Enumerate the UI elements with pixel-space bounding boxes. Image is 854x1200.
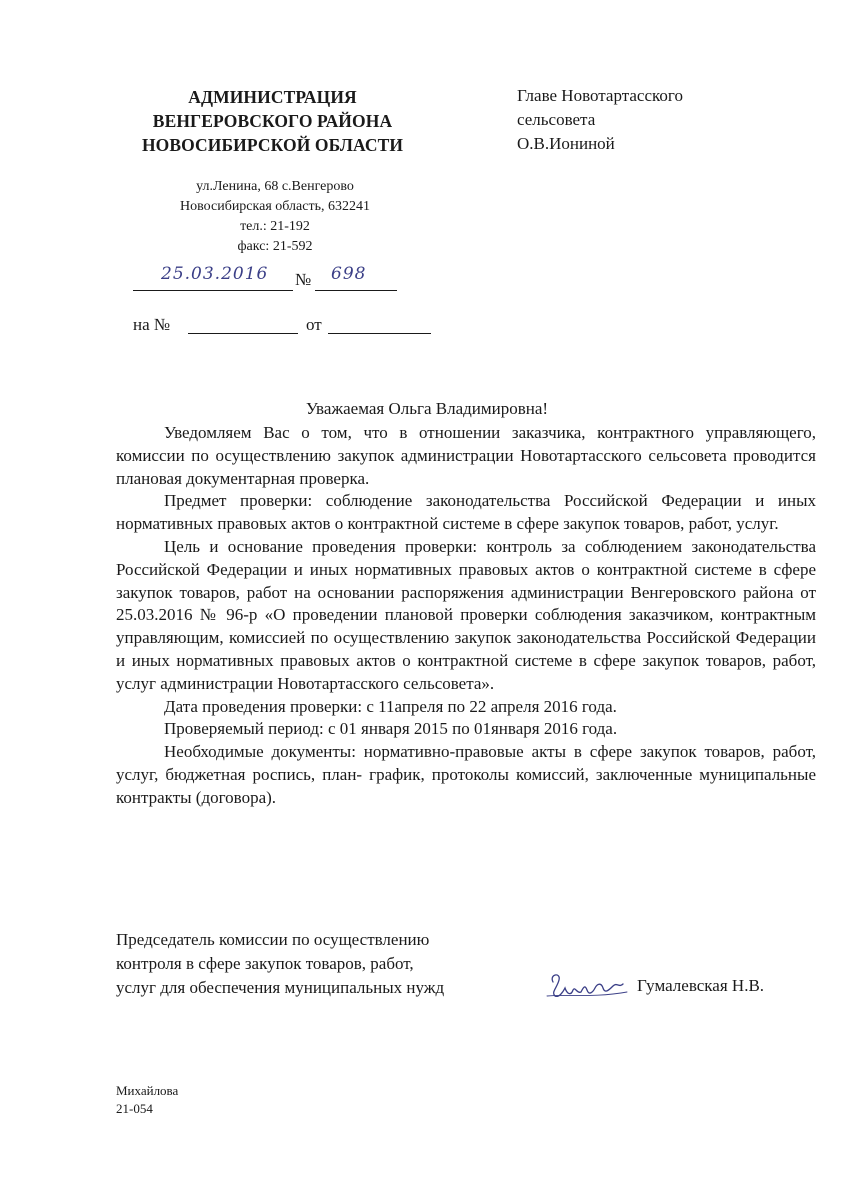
date-underline: [133, 290, 293, 291]
paragraph-notice: Уведомляем Вас о том, что в отношении заказчика, контрактного управляющего, комиссии по осуществлению закупок администрации Новотартасского сельсовета проводится плановая документарная проверка.: [116, 423, 816, 488]
address-line: ул.Ленина, 68 с.Венгерово: [196, 179, 354, 194]
handwritten-signature: [545, 968, 630, 1008]
outgoing-reference: [133, 264, 403, 296]
recipient-block: [517, 84, 683, 156]
number-label: №: [295, 270, 312, 289]
phone-line: тел.: 21-192: [240, 219, 310, 234]
position-line: услуг для обеспечения муниципальных нужд: [116, 978, 445, 997]
recipient-line: сельсовета: [517, 110, 596, 129]
handwritten-date: 25.03.2016: [161, 264, 269, 284]
handwritten-number: 698: [331, 264, 367, 284]
paragraph-subject: Предмет проверки: соблюдение законодательства Российской Федерации и иных нормативных правовых актов о контрактной системе в сфере закупок товаров, работ, услуг.: [116, 491, 816, 534]
incoming-date-label: от: [306, 315, 322, 334]
executor-phone: 21-054: [116, 1101, 153, 1116]
fax-line: факс: 21-592: [237, 239, 313, 254]
address-line: Новосибирская область, 632241: [180, 199, 370, 214]
position-line: контроля в сфере закупок товаров, работ,: [116, 954, 414, 973]
incoming-number-label: на №: [133, 315, 171, 334]
number-underline: [315, 290, 397, 291]
letter-body: [116, 422, 816, 810]
salutation: Уважаемая Ольга Владимировна!: [305, 399, 549, 418]
recipient-line: Главе Новотартасского: [517, 86, 683, 105]
incoming-reference: [133, 315, 443, 341]
executor-name: Михайлова: [116, 1083, 179, 1098]
recipient-line: О.В.Иониной: [517, 134, 615, 153]
paragraph-dates: Дата проведения проверки: с 11апреля по 22 апреля 2016 года.: [164, 696, 617, 716]
org-line: ВЕНГЕРОВСКОГО РАЙОНА: [152, 111, 393, 131]
executor-info: [116, 1082, 178, 1118]
incoming-date-blank: [328, 333, 431, 334]
organization-name: [100, 85, 445, 157]
paragraph-period: Проверяемый период: с 01 января 2015 по 01января 2016 года.: [164, 719, 618, 739]
organization-address: [150, 177, 400, 257]
org-line: НОВОСИБИРСКОЙ ОБЛАСТИ: [141, 135, 404, 155]
org-line: АДМИНИСТРАЦИЯ: [188, 87, 357, 107]
incoming-number-blank: [188, 333, 298, 334]
position-line: Председатель комиссии по осуществлению: [116, 930, 430, 949]
paragraph-documents: Необходимые документы: нормативно-правовые акты в сфере закупок товаров, работ, услуг, бюджетная роспись, план- график, протоколы комиссий, заключенные муниципальные контракты (договора).: [116, 742, 816, 807]
signer-name: Гумалевская Н.В.: [637, 976, 765, 995]
paragraph-purpose: Цель и основание проведения проверки: контроль за соблюдением законодательства Российской Федерации и иных нормативных правовых актов о контрактной системе в сфере закупок товаров, работ на основании распоряжения администрации Венгеровского района от 25.03.2016 № 96-р «О проведении плановой проверки соблюдения заказчиком, контрактным управляющим, комиссией по осуществлению закупок законодательства Российской Федерации и иных нормативных правовых актов о контрактной системе в сфере закупок товаров, работ, услуг администрации Новотартасского сельсовета».: [116, 536, 816, 693]
signatory-position: [116, 928, 444, 1000]
